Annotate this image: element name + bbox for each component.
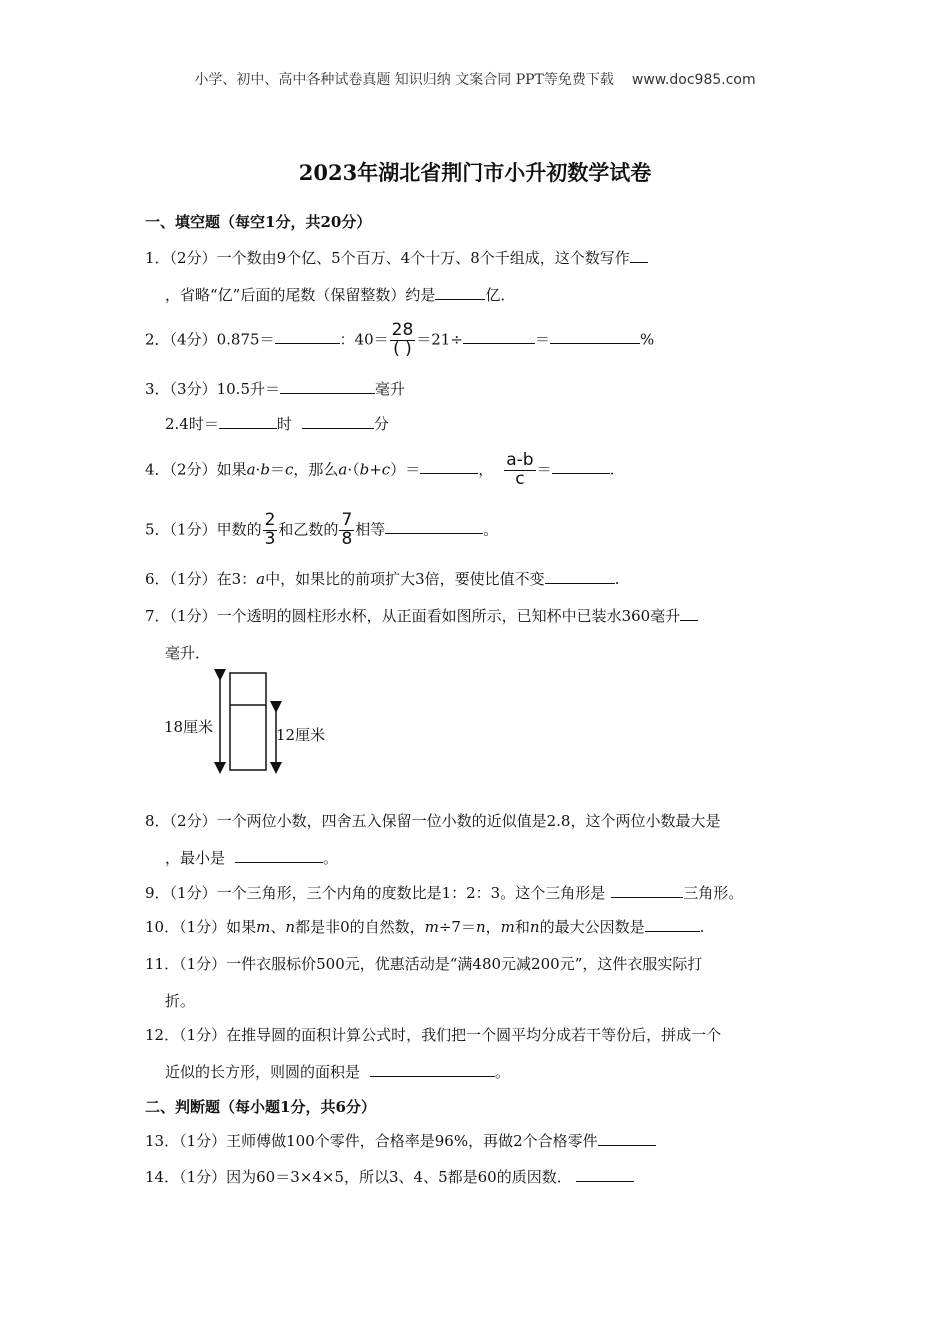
- section-true-false: 二、判断题（每小题1分，共6分）: [145, 1098, 376, 1116]
- q2-text-e: %: [639, 330, 655, 349]
- q2-text: 2．（4分）0.875＝: [145, 330, 275, 349]
- q3-text-c: 2.4时＝: [165, 415, 219, 433]
- q3-text: 3．（3分）10.5升＝: [145, 380, 280, 398]
- answer-blank[interactable]: [645, 917, 700, 932]
- q14-text: 14．（1分）因为60＝3×4×5，所以3、4、5都是60的质因数．: [145, 1168, 572, 1186]
- question-1-cont: [165, 284, 515, 305]
- answer-blank[interactable]: [598, 1131, 656, 1146]
- answer-blank[interactable]: [630, 248, 648, 263]
- q13-text: 13．（1分）王师傅做100个零件，合格率是96%，再做2个合格零件: [145, 1132, 598, 1150]
- question-11: [145, 953, 702, 974]
- question-6: 6．（1分）在3：a中，如果比的前项扩大3倍，要使比值不变 .: [145, 570, 620, 588]
- question-11-cont: 折。: [165, 992, 196, 1010]
- q1-text: 1．（2分）一个数由9个亿、5个百万、4个十万、8个千组成，这个数写作: [145, 249, 630, 267]
- answer-blank[interactable]: [302, 414, 374, 429]
- q10-text: 10．（1分）如果: [145, 918, 257, 936]
- header-text: 小学、初中、高中各种试卷真题 知识归纳 文案合同 PPT等免费下载: [194, 72, 614, 88]
- q1-text-c: 亿．: [485, 286, 516, 304]
- question-13: [145, 1130, 656, 1151]
- question-7: [145, 605, 698, 626]
- question-8: [145, 810, 720, 831]
- section-fill-in: 一、填空题（每空1分，共20分）: [145, 213, 372, 231]
- q2-text-d: ＝: [534, 330, 550, 349]
- q9-text: 9．（1分）一个三角形，三个内角的度数比是1：2：3。这个三角形是: [145, 884, 606, 902]
- answer-blank[interactable]: [219, 414, 277, 429]
- q1-text-b: ，省略“亿”后面的尾数（保留整数）约是: [165, 286, 436, 304]
- answer-blank[interactable]: [435, 285, 485, 300]
- answer-blank[interactable]: [370, 1062, 495, 1077]
- answer-blank[interactable]: [545, 569, 615, 584]
- question-12: [145, 1024, 721, 1045]
- page-header: [0, 69, 950, 89]
- cup-diagram: [160, 665, 340, 780]
- question-12-cont: 近似的长方形，则圆的面积是 。: [165, 1063, 511, 1081]
- answer-blank[interactable]: [576, 1167, 634, 1182]
- q5-text: 5．（1分）甲数的: [145, 520, 262, 539]
- q2-text-c: ＝21÷: [416, 330, 463, 349]
- question-8-cont: ，最小是 。: [165, 849, 339, 867]
- question-3-cont: [165, 413, 389, 434]
- q11-text: 11．（1分）一件衣服标价500元，优惠活动是“满480元减200元”，这件衣服实际打: [145, 955, 703, 973]
- question-4: 4．（2分）如果a·b＝c，那么a·（b+c）＝ ， $\frac{a-b}{c}$ ＝ .: [145, 450, 615, 489]
- question-3: [145, 378, 405, 399]
- answer-blank[interactable]: [235, 848, 323, 863]
- fraction-a-b-over-c: $\frac{a-b}{c}$: [506, 450, 534, 489]
- answer-blank[interactable]: [550, 329, 640, 344]
- answer-blank[interactable]: [280, 379, 375, 394]
- fraction-28: $\frac{28}{( )}$: [391, 320, 414, 359]
- q8-text: 8．（2分）一个两位小数，四舍五入保留一位小数的近似值是2.8，这个两位小数最大是: [145, 812, 721, 830]
- answer-blank[interactable]: [420, 459, 478, 474]
- cup-figure: [160, 665, 340, 784]
- label-total-height: 18厘米: [164, 718, 214, 736]
- header-site: www.doc985.com: [631, 72, 756, 88]
- q3-text-b: 毫升: [375, 380, 406, 398]
- answer-blank[interactable]: [552, 459, 610, 474]
- fraction-2-3: $\frac{2}{3}$: [264, 510, 276, 549]
- q12-text: 12．（1分）在推导圆的面积计算公式时，我们把一个圆平均分成若干等份后，拼成一个: [145, 1026, 722, 1044]
- answer-blank[interactable]: [463, 329, 535, 344]
- q4-text: 4．（2分）如果: [145, 460, 247, 479]
- question-2: [145, 322, 654, 359]
- question-1: [145, 247, 648, 268]
- q6-text: 6．（1分）在3：: [145, 570, 257, 588]
- fraction-7-8: $\frac{7}{8}$: [341, 510, 353, 549]
- question-9: 9．（1分）一个三角形，三个内角的度数比是1：2：3。这个三角形是 三角形。: [145, 884, 744, 902]
- question-14: [145, 1166, 634, 1187]
- page-title: 2023年湖北省荆门市小升初数学试卷: [298, 160, 652, 185]
- q7-text: 7．（1分）一个透明的圆柱形水杯，从正面看如图所示，已知杯中已装水360毫升: [145, 607, 681, 625]
- label-water-height: 12厘米: [276, 726, 326, 744]
- q3-text-e: 分: [373, 415, 389, 433]
- answer-blank[interactable]: [275, 329, 340, 344]
- answer-blank[interactable]: [611, 883, 683, 898]
- question-7-cont: 毫升．: [165, 644, 211, 662]
- question-10: 10．（1分）如果m、n都是非0的自然数，m÷7＝n，m和n的最大公因数是 .: [145, 918, 705, 936]
- answer-blank[interactable]: [385, 519, 483, 534]
- question-5: 5．（1分）甲数的 $\frac{2}{3}$ 和乙数的 $\frac{7}{8}$ 相等 。: [145, 510, 499, 549]
- cup-outline: [230, 673, 266, 770]
- q2-text-b: ：40＝: [339, 330, 389, 349]
- answer-blank[interactable]: [680, 606, 698, 621]
- q3-text-d: 时: [276, 415, 292, 433]
